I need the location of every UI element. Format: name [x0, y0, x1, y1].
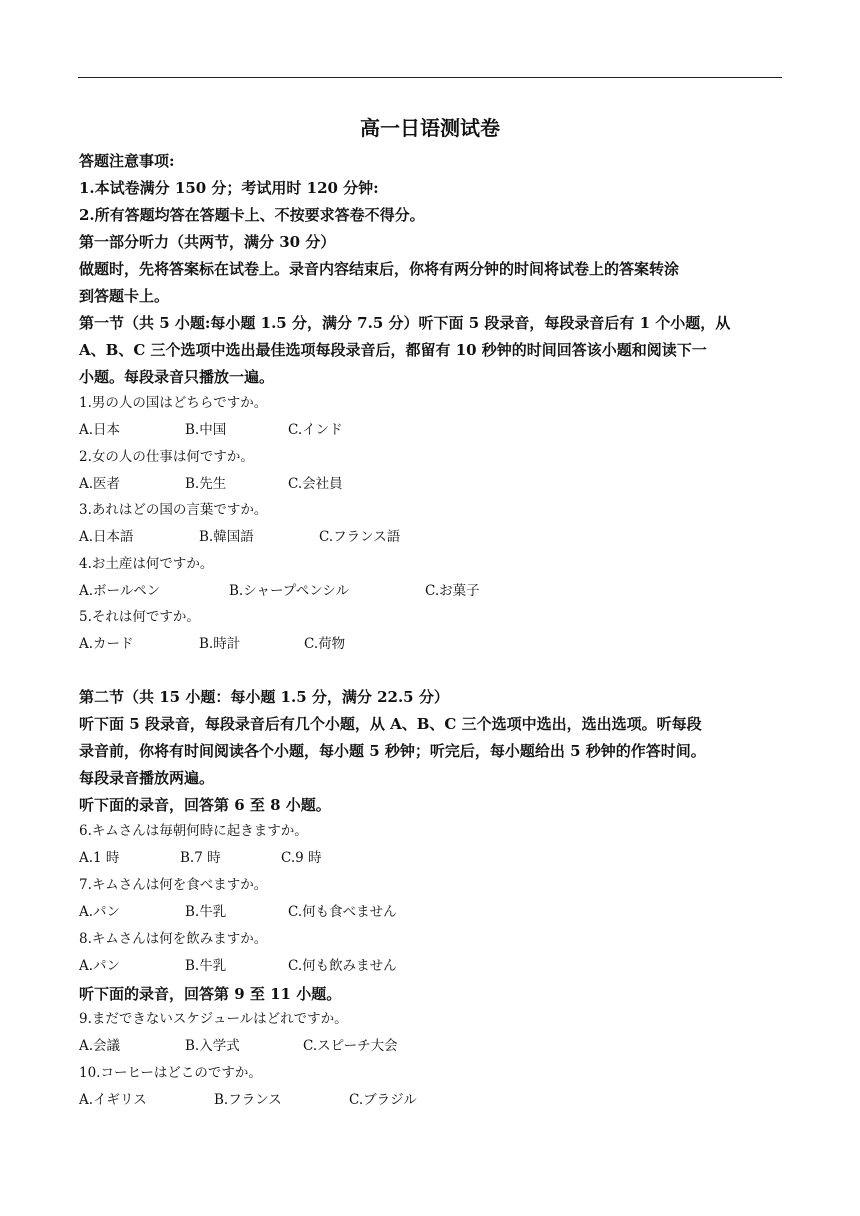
option-b: B.時計: [199, 636, 241, 652]
options-4: [79, 580, 784, 602]
options-1: [79, 419, 784, 441]
option-c: C.インド: [288, 422, 343, 438]
option-c: C.ブラジル: [349, 1092, 417, 1108]
option-b: B.シャープペンシル: [229, 583, 350, 599]
options-6: [79, 847, 784, 869]
option-c: C.お菓子: [425, 583, 480, 599]
part1-heading: 第一部分听力（共两节，满分 30 分）: [79, 233, 336, 251]
option-c: C.スピーチ大会: [303, 1038, 398, 1054]
options-3: [79, 526, 784, 548]
section1-instruction-line-3: 小题。每段录音只播放一遍。: [79, 368, 275, 386]
option-b: B.牛乳: [185, 958, 227, 974]
option-b: B.先生: [185, 476, 227, 492]
question-5: 5.それは何ですか。: [79, 609, 200, 625]
part1-instruction-line-2: 到答题卡上。: [79, 287, 170, 305]
part1-instruction-line-1: 做题时，先将答案标在试卷上。录音内容结束后，你将有两分钟的时间将试卷上的答案转涂: [79, 260, 680, 278]
option-a: A.1 時: [79, 850, 120, 866]
option-b: B.中国: [185, 422, 227, 438]
option-c: C.荷物: [304, 636, 346, 652]
option-c: C.フランス語: [319, 529, 401, 545]
option-a: A.医者: [79, 476, 121, 492]
option-a: A.カード: [79, 636, 134, 652]
page-title: 高一日语测试卷: [360, 116, 500, 140]
section2-heading: 第二节（共 15 小题：每小题 1.5 分，满分 22.5 分）: [79, 688, 449, 706]
question-8: 8.キムさんは何を飲みますか。: [79, 931, 268, 947]
section2-instruction-line-2: 录音前，你将有时间阅读各个小题，每小题 5 秒钟；听完后，每小题给出 5 秒钟的作答时间。: [79, 742, 706, 760]
question-6: 6.キムさんは毎朝何時に起きますか。: [79, 823, 308, 839]
options-10: [79, 1089, 784, 1111]
option-a: A.イギリス: [79, 1092, 147, 1108]
question-7: 7.キムさんは何を食べますか。: [79, 877, 268, 893]
option-c: C.9 時: [281, 850, 322, 866]
question-3: 3.あれはどの国の言葉ですか。: [79, 502, 268, 518]
options-2: [79, 473, 784, 495]
options-7: [79, 901, 784, 923]
option-c: C.会社員: [288, 476, 343, 492]
options-8: [79, 955, 784, 977]
section2-instruction-line-1: 听下面 5 段录音，每段录音后有几个小题，从 A、B、C 三个选项中选出，选出选项。听每段: [79, 715, 702, 733]
question-9: 9.まだできないスケジュールはどれですか。: [79, 1011, 348, 1027]
notice-item-1: 1.本试卷满分 150 分；考试用时 120 分钟:: [79, 179, 379, 197]
option-a: A.日本語: [79, 529, 134, 545]
question-2: 2.女の人の仕事は何ですか。: [79, 449, 254, 465]
section1-instruction-line-1: 第一节（共 5 小题:每小题 1.5 分，满分 7.5 分）听下面 5 段录音，每段录音后有 1 个小题，从: [79, 314, 731, 332]
section1-instruction-line-2: A、B、C 三个选项中选出最佳选项每段录音后，都留有 10 秒钟的时间回答该小题和阅读下一: [79, 341, 707, 359]
options-5: [79, 633, 784, 655]
question-4: 4.お土産は何ですか。: [79, 556, 214, 572]
option-b: B.入学式: [185, 1038, 240, 1054]
header-rule: [78, 77, 782, 78]
option-b: B.韓国語: [199, 529, 254, 545]
option-a: A.日本: [79, 422, 121, 438]
option-b: B.7 時: [180, 850, 221, 866]
section2-instruction-line-3: 每段录音播放两遍。: [79, 769, 215, 787]
question-10: 10.コーヒーはどこのですか。: [79, 1065, 262, 1081]
notice-item-2: 2.所有答题均答在答题卡上、不按要求答卷不得分。: [79, 206, 425, 224]
options-9: [79, 1035, 784, 1057]
question-1: 1.男の人の国はどちらですか。: [79, 395, 268, 411]
option-a: A.会議: [79, 1038, 121, 1054]
option-c: C.何も食べません: [288, 904, 397, 920]
option-a: A.パン: [79, 904, 121, 920]
option-a: A.パン: [79, 958, 121, 974]
group2-heading: 听下面的录音，回答第 9 至 11 小题。: [79, 985, 342, 1003]
option-b: B.フランス: [214, 1092, 282, 1108]
group1-heading: 听下面的录音，回答第 6 至 8 小题。: [79, 796, 331, 814]
option-a: A.ボールペン: [79, 583, 161, 599]
notice-heading: 答题注意事项:: [79, 152, 175, 170]
option-c: C.何も飲みません: [288, 958, 397, 974]
option-b: B.牛乳: [185, 904, 227, 920]
